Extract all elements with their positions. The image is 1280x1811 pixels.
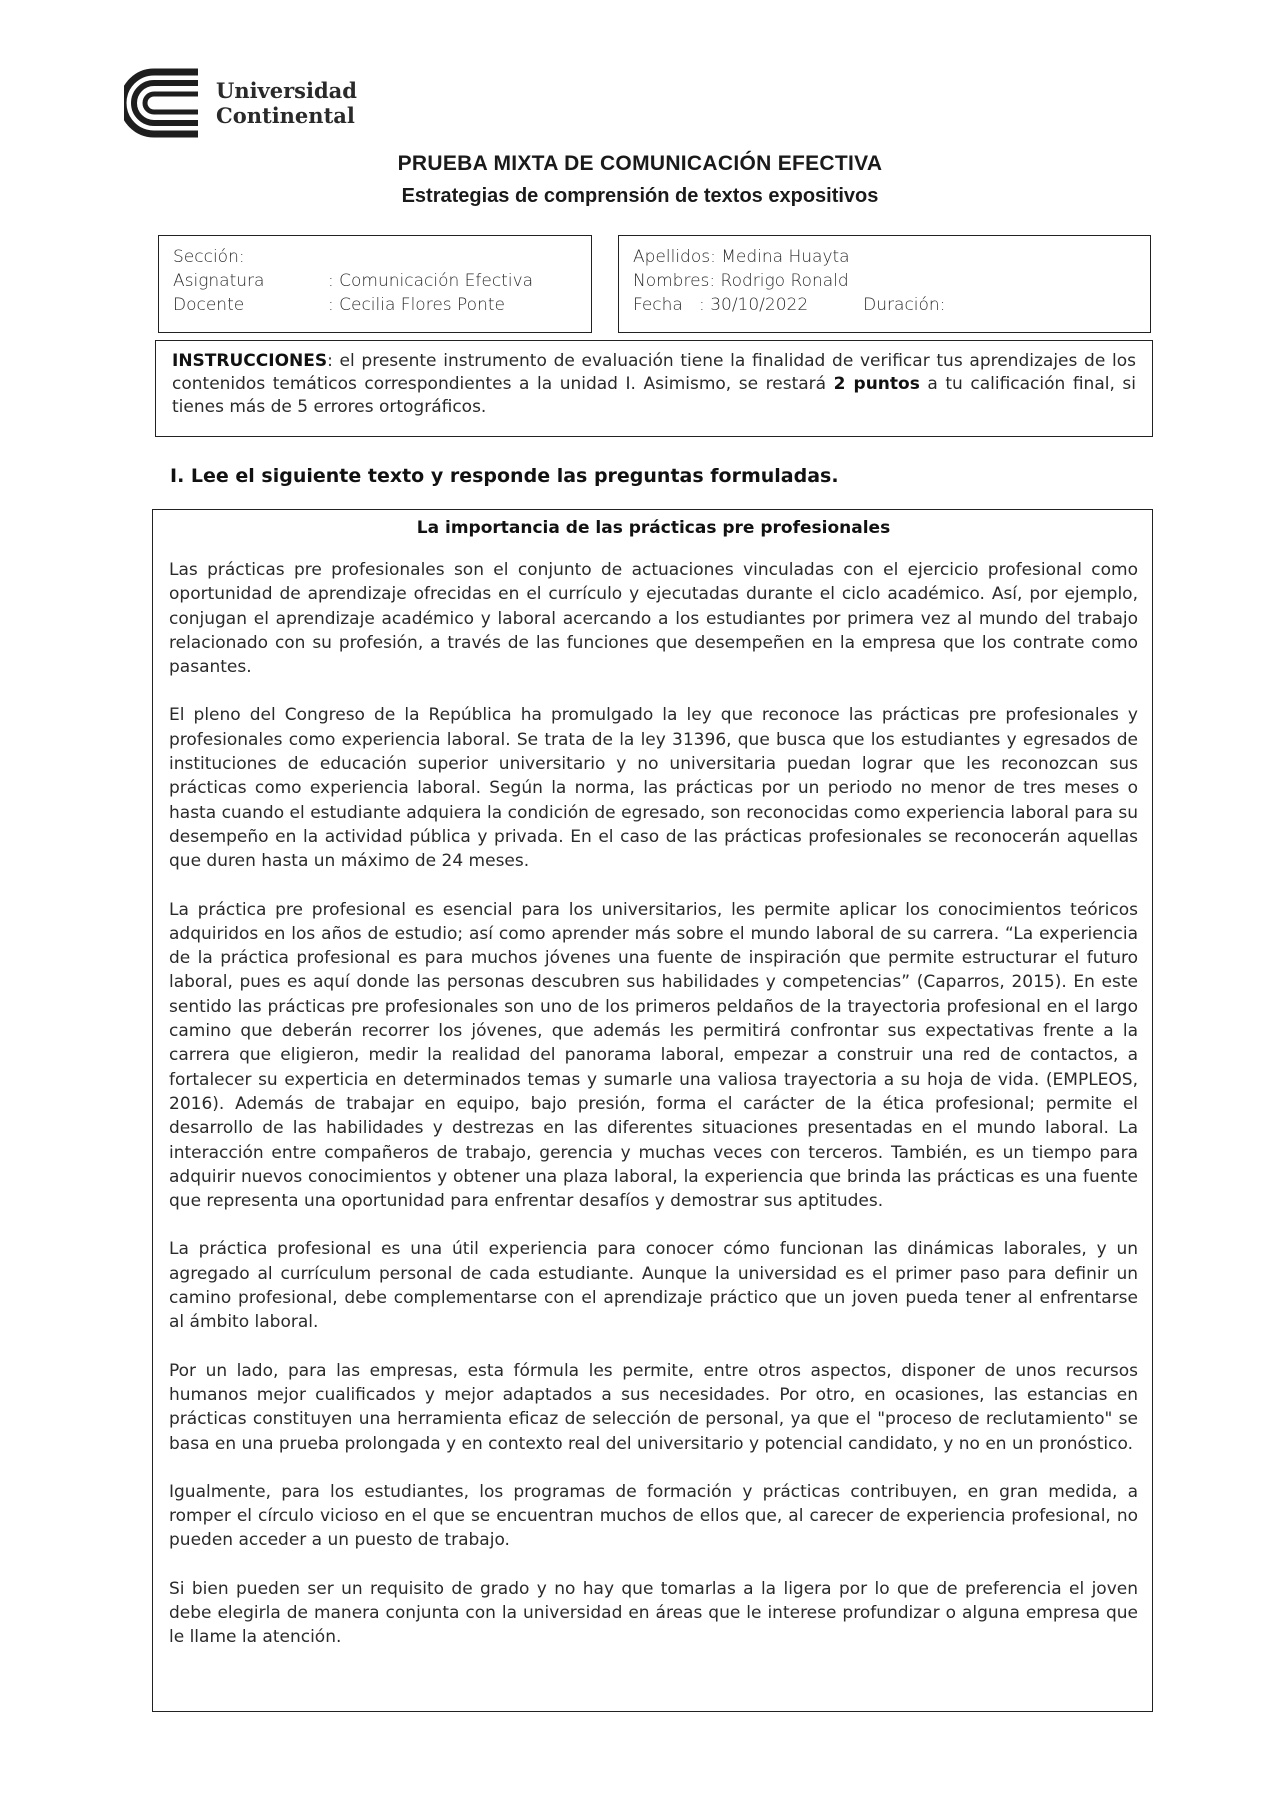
reading-title: La importancia de las prácticas pre profesionales: [416, 518, 891, 538]
section-heading: I. Lee el siguiente texto y responde las preguntas formuladas.: [170, 465, 839, 487]
instructions-text-2: a tu calificación final, si tienes más de 5 errores ortográficos.: [172, 374, 1137, 417]
asignatura-value: : Comunicación Efectiva: [328, 271, 534, 291]
reading-paragraph: Si bien pueden ser un requisito de grado y no hay que tomarlas a la ligera por lo que de preferencia el joven debe elegirla de manera conjunta con la universidad en áreas que le interese profundizar o alguna empresa que le llame la atención.: [169, 1578, 1138, 1648]
instructions-penalty: 2 puntos: [833, 374, 920, 394]
seccion-label: Sección:: [173, 247, 245, 267]
duracion-label: Duración:: [863, 295, 946, 315]
reading-paragraph: La práctica profesional es una útil experiencia para conocer cómo funcionan las dinámicas laborales, y un agregado al currículum personal de cada estudiante. Aunque la universidad es el primer paso para definir un camino profesional, debe complementarse con el aprendizaje práctico que un joven pueda tener al enfrentarse al ámbito laboral.: [169, 1239, 1138, 1333]
university-logo-icon: [124, 68, 202, 138]
logo-line-2: Continental: [216, 103, 355, 128]
page-title: PRUEBA MIXTA DE COMUNICACIÓN EFECTIVA: [397, 152, 883, 175]
instructions-box: [155, 340, 1153, 437]
reading-box: [152, 509, 1153, 1712]
docente-row: [173, 293, 577, 317]
docente-value: : Cecilia Flores Ponte: [328, 295, 505, 315]
page-subtitle: Estrategias de comprensión de textos expositivos: [401, 185, 879, 207]
seccion-row: [173, 245, 577, 269]
instructions-label: INSTRUCCIONES: [172, 351, 328, 371]
course-info-box: [158, 235, 592, 333]
docente-label: Docente: [173, 295, 245, 315]
fecha-row: [633, 293, 1136, 317]
apellidos-row: Apellidos: Medina Huayta: [633, 247, 850, 267]
asignatura-label: Asignatura: [173, 271, 265, 291]
reading-paragraph: El pleno del Congreso de la República ha promulgado la ley que reconoce las prácticas pre profesionales y profesionales como experiencia laboral. Se trata de la ley 31396, que busca que los estudiantes y egresados de instituciones de educación superior universitario y no universitaria puedan lograr que les reconozcan sus prácticas como experiencia laboral. Según la norma, las prácticas por un periodo no menor de tres meses o hasta cuando el estudiante adquiera la condición de egresado, son reconocidas como experiencia laboral para su desempeño en la actividad pública y privada. En el caso de las prácticas profesionales se reconocerán aquellas que duren hasta un máximo de 24 meses.: [169, 705, 1138, 872]
reading-paragraph: Por un lado, para las empresas, esta fórmula les permite, entre otros aspectos, disponer de unos recursos humanos mejor cualificados y mejor adaptados a sus necesidades. Por otro, en ocasiones, las estancias en prácticas constituyen una herramienta eficaz de selección de personal, ya que el "proceso de reclutamiento" se basa en una prueba prolongada y en contexto real del universitario y potencial candidato, y no en un pronóstico.: [169, 1360, 1138, 1454]
instructions-text-1: : el presente instrumento de evaluación tiene la finalidad de verificar tus aprendizajes de los contenidos temáticos correspondientes a la unidad I. Asimismo, se restará: [172, 351, 1136, 394]
reading-paragraph: La práctica pre profesional es esencial para los universitarios, les permite aplicar los conocimientos teóricos adquiridos en los años de estudio; así como aprender más sobre el mundo laboral de su carrera. “La experiencia de la práctica profesional es para muchos jóvenes una fuente de inspiración que permite estructurar el futuro laboral, pues es aquí donde las personas descubren sus habilidades y competencias” (Caparros, 2015). En este sentido las prácticas pre profesionales son uno de los primeros peldaños de la trayectoria profesional en el largo camino que deberán recorrer los jóvenes, que además les permitirá confrontar sus expectativas frente a la carrera que eligieron, medir la realidad del panorama laboral, empezar a construir una red de contactos, a fortalecer su experticia en determinados temas y sumarle una valiosa trayectoria a su hoja de vida. (EMPLEOS, 2016). Además de trabajar en equipo, bajo presión, forma el carácter de la ética profesional; permite el desarrollo de las habilidades y destrezas en las diferentes situaciones presentadas en el mundo laboral. La interacción entre compañeros de trabajo, gerencia y muchas veces con terceros. También, es un tiempo para adquirir nuevos conocimientos y obtener una plaza laboral, la experiencia que brinda las prácticas es una fuente que representa una oportunidad para enfrentar desafíos y demostrar sus aptitudes.: [169, 899, 1138, 1212]
fecha-value: Fecha : 30/10/2022: [633, 295, 809, 315]
asignatura-row: [173, 269, 577, 293]
university-logo: [124, 68, 357, 138]
reading-paragraph: Las prácticas pre profesionales son el conjunto de actuaciones vinculadas con el ejercicio profesional como oportunidad de aprendizaje ofrecidas en el currículo y ejecutadas durante el ciclo académico. Así, por ejemplo, conjugan el aprendizaje académico y laboral acercando a los estudiantes por primera vez al mundo del trabajo relacionado con su profesión, a través de las funciones que desempeñen en la empresa que los contrate como pasantes.: [169, 560, 1138, 678]
logo-line-1: Universidad: [216, 78, 357, 103]
reading-paragraph: Igualmente, para los estudiantes, los programas de formación y prácticas contribuyen, en gran medida, a romper el círculo vicioso en el que se encuentran muchos de ellos que, al carecer de experiencia profesional, no pueden acceder a un puesto de trabajo.: [169, 1481, 1138, 1551]
nombres-row: Nombres: Rodrigo Ronald: [633, 271, 849, 291]
student-info-box: [618, 235, 1151, 333]
